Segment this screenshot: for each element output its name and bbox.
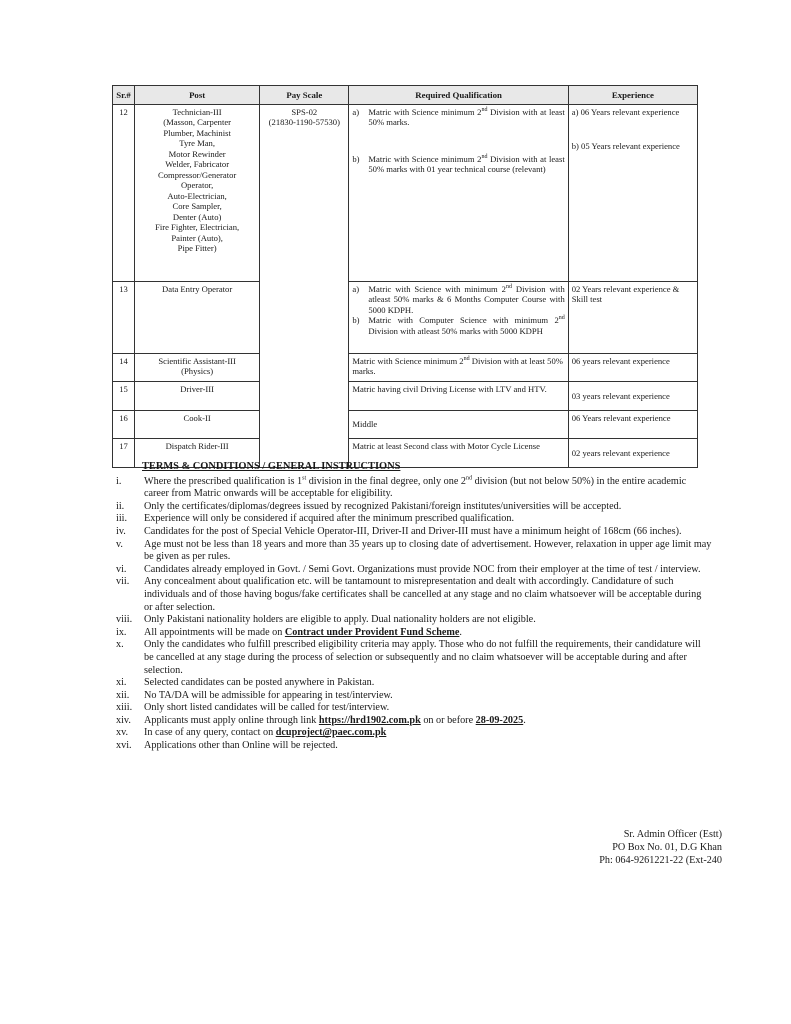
term-number: iii. — [116, 513, 128, 525]
table-row — [113, 411, 698, 439]
table-row — [113, 282, 698, 354]
header-qualification: Required Qualification — [349, 86, 568, 105]
term-text: Only short listed candidates will be called for test/interview. — [144, 702, 390, 714]
pay-scale-grade: SPS-02 — [291, 107, 318, 117]
row-qualification: Middle — [349, 411, 568, 439]
term-text: Selected candidates can be posted anywhere in Pakistan. — [144, 677, 375, 689]
term-number: xi. — [116, 677, 127, 689]
term-text: Experience will only be considered if acquired after the minimum prescribed qualification. — [144, 513, 515, 525]
row-experience: 03 years relevant experience — [568, 382, 697, 411]
term-number: vi. — [116, 563, 127, 575]
signatory-phone: Ph: 064-9261221-22 (Ext-240 — [599, 854, 722, 866]
list-item — [116, 627, 712, 640]
term-text: Applicants must apply online through link https://hrd1902.com.pk on or before 28-09-2025. — [144, 714, 526, 726]
list-item — [116, 740, 712, 753]
term-number: xiii. — [116, 702, 133, 714]
term-number: xvi. — [116, 740, 132, 752]
post-line: Core Sampler, — [172, 201, 222, 212]
term-text: In case of any query, contact on dcuproject@paec.com.pk — [144, 727, 387, 739]
list-item — [116, 715, 712, 728]
row-qualification: Matric having civil Driving License with LTV and HTV. — [349, 382, 568, 411]
term-number: viii. — [116, 614, 133, 626]
list-item — [116, 476, 712, 501]
list-item — [116, 702, 712, 715]
row-sr: 13 — [113, 282, 135, 354]
post-line: Plumber, Machinist — [163, 127, 231, 138]
header-experience: Experience — [568, 86, 697, 105]
list-item — [116, 539, 712, 564]
signature-block — [562, 829, 722, 867]
qualification-option-b: b) Matric with Computer Science with minimum 2nd Division with atleast 50% marks with 5000 KDPH — [352, 315, 565, 336]
experience-option-a: a) 06 Years relevant experience — [571, 107, 680, 117]
term-text: Only the candidates who fulfill prescribed eligibility criteria may apply. Those who do not fulfill the requirements, their candidature will be cancelled at any stage during the process of selection or subsequently and no claim whatsoever will be acceptable during and after selection. — [144, 639, 701, 676]
pay-scale-range: (21830-1190-57530) — [268, 117, 340, 128]
experience-option-b: b) 05 Years relevant experience — [571, 141, 680, 152]
table-row — [113, 105, 698, 282]
list-item — [116, 727, 712, 740]
list-item — [116, 526, 712, 539]
term-number: x. — [116, 639, 124, 651]
post-line: Technician-III — [172, 107, 222, 117]
posts-table — [112, 85, 698, 468]
closing-date: 28-09-2025 — [475, 714, 524, 726]
row-sr: 14 — [113, 354, 135, 382]
table-row — [113, 354, 698, 382]
header-pay-scale: Pay Scale — [260, 86, 349, 105]
list-item — [116, 690, 712, 703]
list-item — [116, 513, 712, 526]
row-post: Driver-III — [135, 382, 260, 411]
post-line: Painter (Auto), — [171, 232, 223, 243]
header-post: Post — [135, 86, 260, 105]
term-text: Applications other than Online will be rejected. — [144, 740, 338, 752]
term-number: xv. — [116, 727, 129, 739]
contract-scheme-text: Contract under Provident Fund Scheme — [284, 626, 460, 638]
header-sr: Sr.# — [113, 86, 135, 105]
row-post: Data Entry Operator — [135, 282, 260, 354]
terms-title: TERMS & CONDITIONS / GENERAL INSTRUCTIONS — [142, 461, 401, 472]
table-row — [113, 382, 698, 411]
post-line: Scientific Assistant-III — [158, 356, 236, 366]
row-sr: 15 — [113, 382, 135, 411]
list-item — [116, 564, 712, 577]
row-experience: 02 Years relevant experience & Skill test — [568, 282, 697, 354]
list-item — [116, 614, 712, 627]
list-item — [116, 576, 712, 614]
post-line: Motor Rewinder — [168, 148, 226, 159]
term-number: v. — [116, 538, 123, 550]
contact-email-link[interactable]: dcuproject@paec.com.pk — [275, 727, 387, 739]
qualification-option-a: a) Matric with Science with minimum 2nd Division with atleast 50% marks & 6 Months Computer Course with 5000 KDPH. — [352, 284, 565, 315]
table-header-row — [113, 86, 698, 105]
term-text: All appointments will be made on Contract under Provident Fund Scheme. — [144, 626, 462, 638]
row-experience: 06 years relevant experience — [568, 354, 697, 382]
row-post: Dispatch Rider-III — [135, 439, 260, 468]
signatory-address: PO Box No. 01, D.G Khan — [612, 841, 722, 853]
row-post — [135, 105, 260, 282]
post-line: (Physics) — [181, 366, 214, 377]
apply-link[interactable]: https://hrd1902.com.pk — [318, 714, 421, 726]
row-sr: 12 — [113, 105, 135, 282]
list-item — [116, 501, 712, 514]
post-line: Welder, Fabricator — [165, 159, 230, 170]
row-sr: 16 — [113, 411, 135, 439]
term-text: Any concealment about qualification etc. will be tantamount to misrepresentation and dealt with accordingly. Candidature of such individuals and of those having bogus/fake certificates shall be cancelled at any stage and no claim whatsoever will be acceptable during or after selection. — [144, 576, 702, 613]
post-line: Tyre Man, — [179, 138, 215, 149]
row-qualification: Matric at least Second class with Motor Cycle License — [349, 439, 568, 468]
term-number: ii. — [116, 500, 125, 512]
row-sr: 17 — [113, 439, 135, 468]
term-text: Only Pakistani nationality holders are eligible to apply. Dual nationality holders are not eligible. — [144, 614, 536, 626]
post-line: Pipe Fitter) — [177, 243, 217, 254]
term-number: ix. — [116, 626, 127, 638]
row-experience: 06 Years relevant experience — [568, 411, 697, 439]
post-line: (Masson, Carpenter — [163, 117, 232, 128]
term-text: Candidates already employed in Govt. / Semi Govt. Organizations must provide NOC from their employer at the time of test / interview. — [144, 563, 701, 575]
row-qualification: Matric with Science minimum 2nd Division with at least 50% marks. — [349, 354, 568, 382]
row-experience: 02 years relevant experience — [568, 439, 697, 468]
list-item — [116, 639, 712, 677]
qualification-option-b: b) Matric with Science minimum 2nd Division with at least 50% marks with 01 year technical course (relevant) — [352, 153, 565, 175]
signatory-title: Sr. Admin Officer (Estt) — [623, 829, 722, 840]
post-line: Denter (Auto) — [172, 211, 222, 222]
row-qualification — [349, 282, 568, 354]
term-number: xiv. — [116, 714, 131, 726]
post-line: Compressor/Generator — [157, 169, 237, 180]
term-text: Where the prescribed qualification is 1st division in the final degree, only one 2nd division (but not below 50%) in the entire academic career from Matric onwards will be acceptable for eligibility. — [144, 475, 687, 500]
post-line: Operator, — [180, 180, 214, 191]
term-text: Age must not be less than 18 years and more than 35 years up to closing date of advertisement. However, relaxation in upper age limit may be given as per rules. — [144, 538, 712, 563]
term-number: iv. — [116, 525, 126, 537]
post-line: Fire Fighter, Electrician, — [155, 222, 240, 233]
term-number: i. — [116, 475, 122, 487]
row-post — [135, 354, 260, 382]
term-text: Candidates for the post of Special Vehicle Operator-III, Driver-II and Driver-III must have a minimum height of 168cm (66 inches). — [144, 525, 682, 537]
row-experience — [568, 105, 697, 282]
term-text: No TA/DA will be admissible for appearing in test/interview. — [144, 689, 393, 701]
pay-scale-cell — [260, 105, 349, 468]
qualification-option-a: a) Matric with Science minimum 2nd Division with at least 50% marks. — [352, 107, 565, 128]
terms-section — [116, 461, 712, 753]
row-post: Cook-II — [135, 411, 260, 439]
term-number: vii. — [116, 576, 130, 588]
list-item — [116, 677, 712, 690]
term-text: Only the certificates/diplomas/degrees issued by recognized Pakistani/foreign institutes/universities will be accepted. — [144, 500, 622, 512]
post-line: Auto-Electrician, — [167, 190, 227, 201]
term-number: xii. — [116, 689, 130, 701]
row-qualification — [349, 105, 568, 282]
